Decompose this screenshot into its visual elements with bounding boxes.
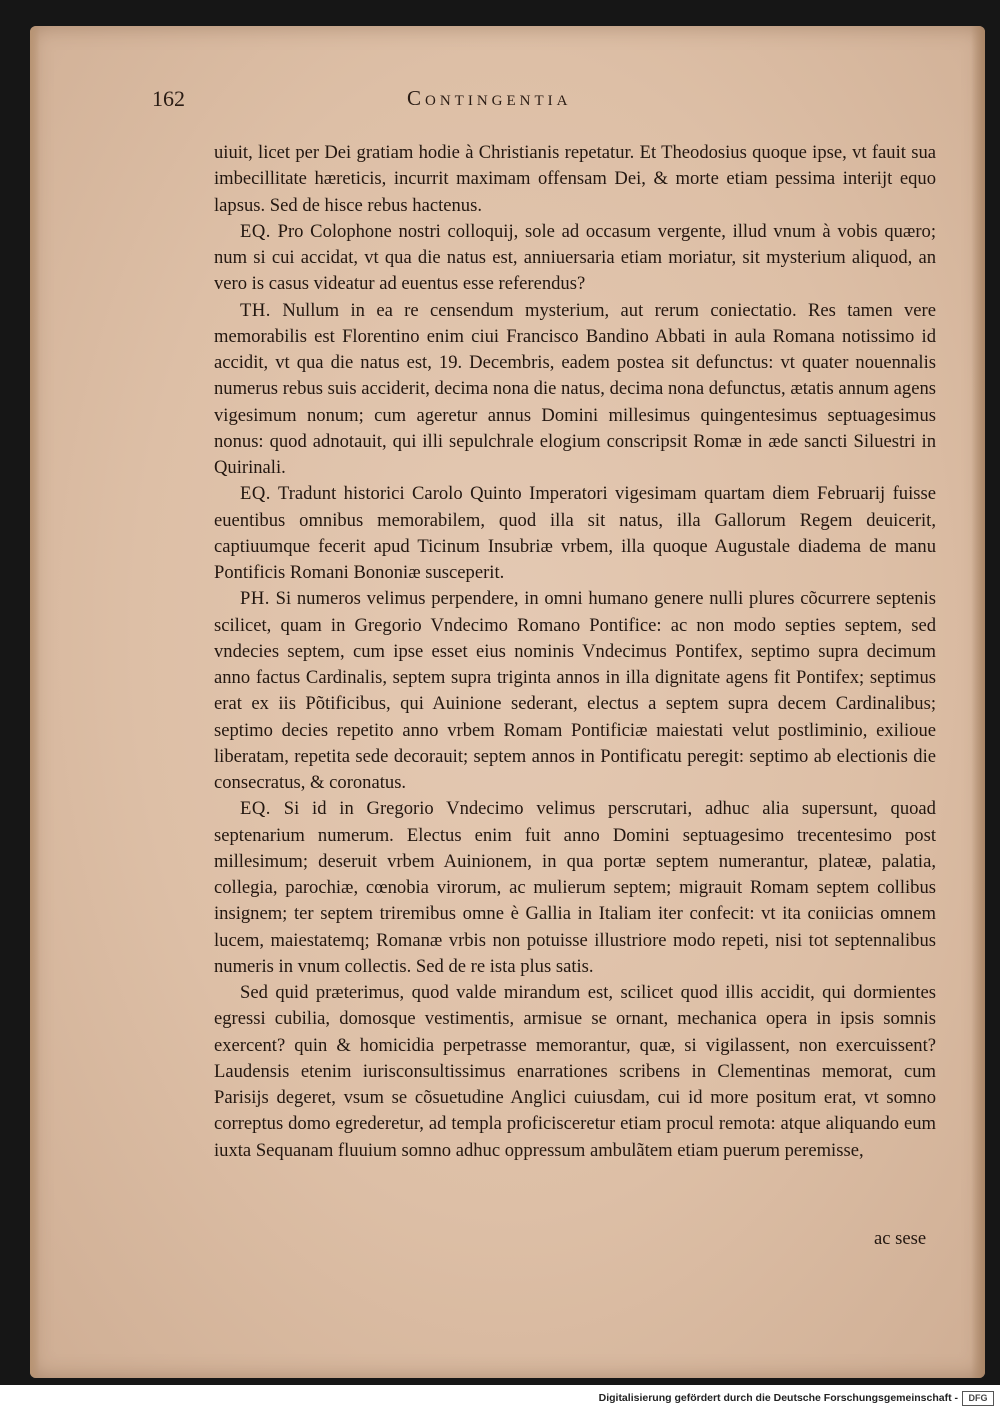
speaker-label: EQ. bbox=[240, 220, 271, 242]
dfg-logo-icon: DFG bbox=[962, 1391, 994, 1406]
paragraph-4 bbox=[214, 481, 936, 586]
page-number: 162 bbox=[152, 86, 185, 111]
paragraph-1 bbox=[214, 140, 936, 219]
paragraph-3 bbox=[214, 298, 936, 482]
speaker-label: TH. bbox=[240, 299, 271, 321]
paragraph-7 bbox=[214, 980, 936, 1164]
text-block bbox=[214, 140, 936, 1164]
running-head bbox=[152, 82, 700, 122]
paragraph-text: uiuit, licet per Dei gratiam hodie à Christianis repetatur. Et Theodosius quoque ipse, vt fauit sua imbecillitate hæreticis, incurrit maximam offensam Dei, & morte etiam pessima interijt equo lapsus. Sed de hisce rebus hactenus. bbox=[214, 142, 936, 216]
catchword: ac sese bbox=[874, 1228, 927, 1249]
paragraph-text: Si id in Gregorio Vndecimo velimus perscrutari, adhuc alia supersunt, quoad septenarium numerum. Electus enim fuit anno Domini septuagesimo trecentesimo post millesimum; deseruit vrbem Auinionem, in qua portæ septem numerantur, plateæ, palatia, collegia, parochiæ, cœnobia virorum, ac mulierum septem; migrauit Romam septem collibus insignem; ter septem triremibus omne è Gallia in Italiam iter confecit: vt ita coniicias omnem lucem, maiestatemq; Romanæ vrbis non potuisse illustriore modo repeti, nisi tot septennalibus numeris in vnum collectis. Sed de re ista plus satis. bbox=[214, 798, 936, 977]
paragraph-5 bbox=[214, 586, 936, 796]
running-title: Contingentia bbox=[407, 86, 572, 110]
paragraph-text: Si numeros velimus perpendere, in omni humano genere nulli plures cõcurrere septenis scilicet, quam in Gregorio Vndecimo Romano Pontifice: ac non modo septies septem, sed vndecies septem, cum ipse esset eius nominis Vndecimus Pontifex, septimo supra decimum anno factus Cardinalis, septem supra triginta annos in illa dignitate agens fit Pontifex; septimus erat ex iis Põtificibus, qui Auinione sederant, electus a septem supra decem Cardinalibus; septimo decies repetito anno vrbem Romam Pontificiæ maiestati velut postliminio, exilioue liberatam, repetita sede decorauit; septem annos in Pontificatu peregit: septimo ab electionis die consecratus, & coronatus. bbox=[214, 588, 937, 793]
paragraph-6 bbox=[214, 796, 936, 980]
paragraph-text: Pro Colophone nostri colloquij, sole ad occasum vergente, illud vnum à vobis quæro; num si cui accidat, vt qua die natus est, anniuersaria etiam moriatur, sit mysterium aliquod, an vero is casus videatur ad euentus esse referendus? bbox=[214, 220, 936, 295]
speaker-label: EQ. bbox=[240, 483, 271, 505]
page-right-shadow bbox=[971, 26, 985, 1378]
page-left-shadow bbox=[30, 26, 40, 1378]
paragraph-text: Tradunt historici Carolo Quinto Imperatori vigesimam quartam diem Februarij fuisse euentibus omnibus memorabilem, quod illa sit natus, illa Gallorum Regem deuicerit, captiuumque fecerit apud Ticinum Insubriæ vrbem, illa quoque Augustale diadema de manu Pontificis Romani Bononiæ susceperit. bbox=[214, 483, 936, 583]
speaker-label: EQ. bbox=[240, 798, 271, 820]
footer-credit: Digitalisierung gefördert durch die Deutsche Forschungsgemeinschaft - bbox=[598, 1392, 958, 1404]
speaker-label: PH. bbox=[240, 588, 270, 610]
paragraph-2 bbox=[214, 219, 936, 298]
paragraph-text: Nullum in ea re censendum mysterium, aut rerum coniectatio. Res tamen vere memorabilis est Florentino enim ciui Francisco Bandino Abbati in aula Romana notissimo id accidit, vt qua die natus est, 19. Decembris, eadem postea sit defunctus: vt quater nouennalis numerus rebus suis acciderit, decima nona die natus, decima nona defunctus, ætatis annum agens vigesimum nonum; cum ageretur annus Domini millesimus quingentesimus septuagesimus nonus: quod adnotauit, qui illi sepulchrale elogium conscripsit Romæ in æde sancti Siluestri in Quirinali. bbox=[214, 299, 936, 478]
digitization-footer bbox=[0, 1385, 1000, 1411]
paragraph-text: Sed quid præterimus, quod valde mirandum est, scilicet quod illis accidit, qui dormientes egressi cubilia, domosque vestimentis, armisue se ornant, mechanica opera in ipsis somnis exercent? quin & homicidia perpetrasse memorantur, quæ, si vigilassent, non exercuissent? Laudensis etenim iurisconsultissimus enarrationes scribens in Clementinas memorat, cum Parisijs degeret, vsum se cõsuetudine Anglici cuiusdam, cui id more positum erat, vt somno correptus domo egrederetur, ad templa proficisceretur etiam procul remota: atque aliquando eum iuxta Sequanam fluuium somno adhuc oppressum ambulãtem etiam puerum peremisse, bbox=[214, 982, 936, 1161]
